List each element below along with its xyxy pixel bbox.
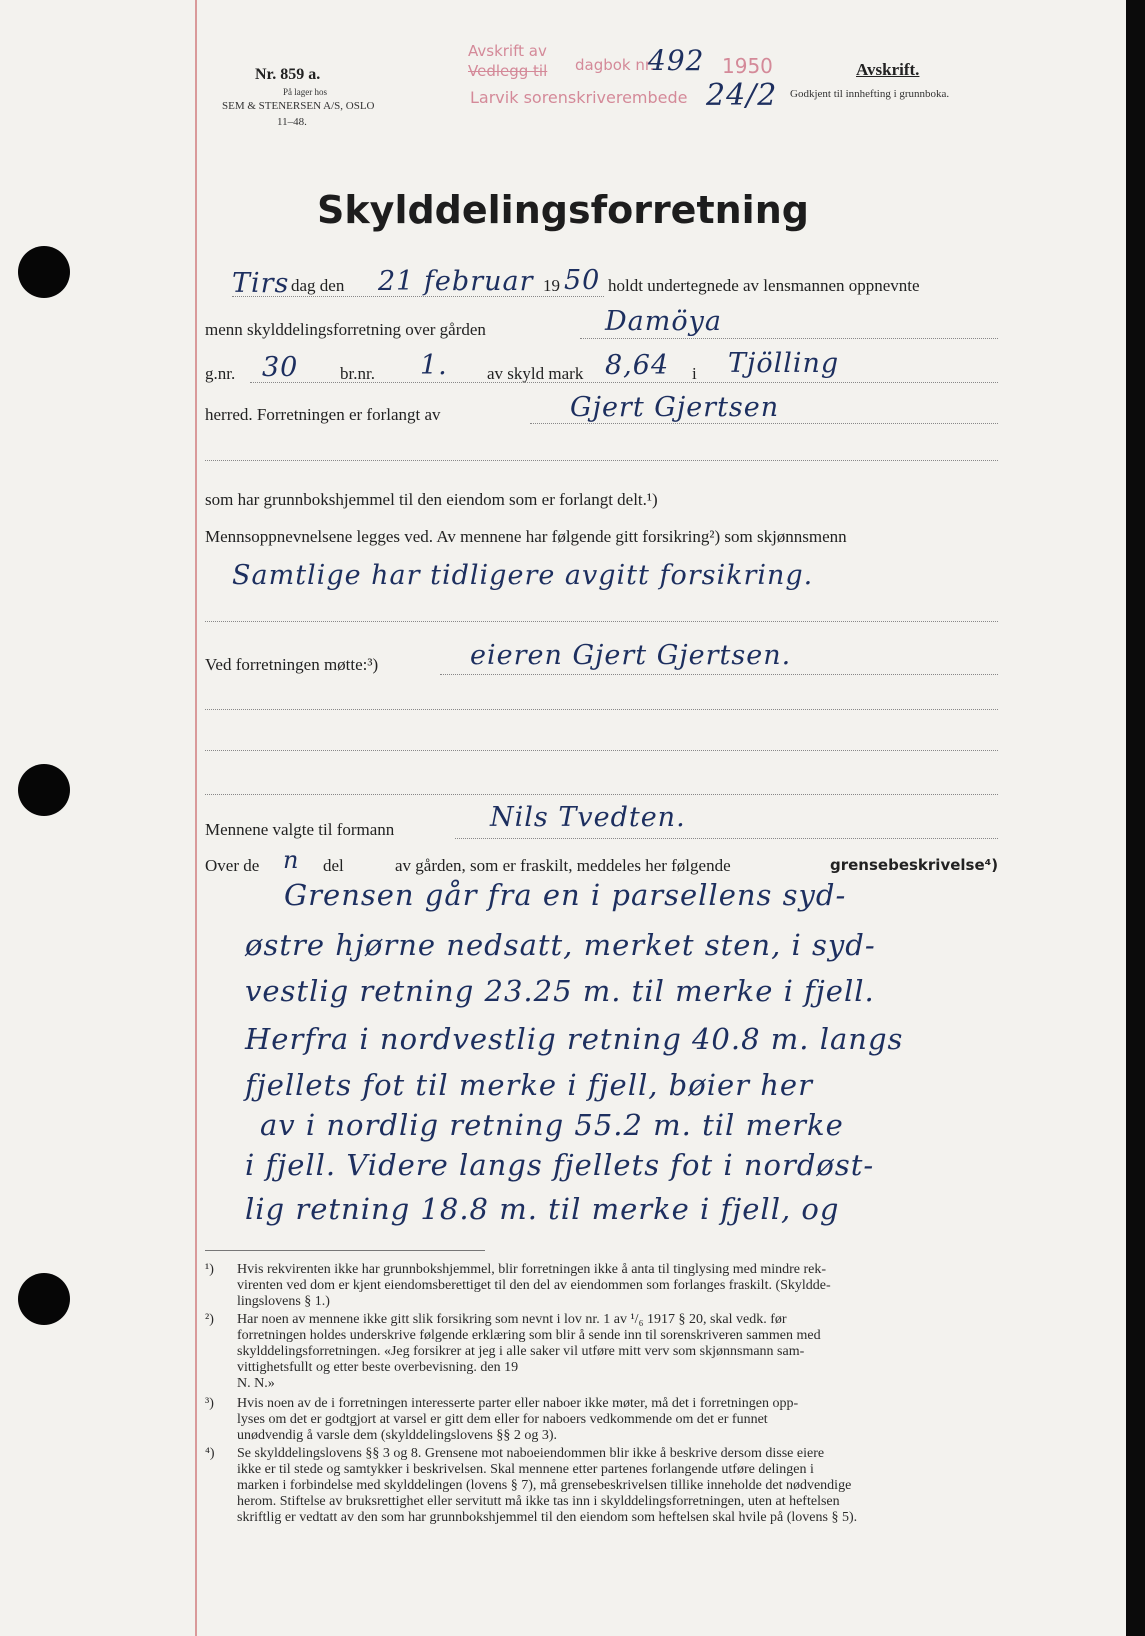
stamp-office: Larvik sorenskriverembede xyxy=(470,88,688,107)
boundary-line: Grensen går fra en i parsellens syd- xyxy=(284,878,847,912)
dotted-line xyxy=(455,838,998,839)
footnote-text: Hvis rekvirenten ikke har grunnbokshjemmel, blir forretningen ikke å anta til tinglysing med mindre rek- virenten ved dom er kjent eiendomsberettiget til den del av eiendommen som forlanges fraskilt. (Skyldde- lingslovens § 1.) xyxy=(237,1262,831,1309)
year-prefix: 19 xyxy=(543,276,560,295)
footnote-text: Har noen av mennene ikke gitt slik forsikring som nevnt i lov nr. 1 av ¹/₆ 1917 § 20, skal vedk. før forretningen holdes underskrive følgende erklæring som blir å sende inn til sorenskriveren sammen med skylddelingsforretningen. «Jeg forsikrer at jeg i alle saker vil utføre mitt verv som skjønnsmann sam- vittighetsfullt og etter beste overbevisning. den 19 N. N.» xyxy=(237,1312,821,1391)
dotted-line xyxy=(205,794,998,795)
boundary-line: av i nordlig retning 55.2 m. til merke xyxy=(260,1108,844,1142)
publisher-line: På lager hos xyxy=(283,87,327,97)
dotted-line xyxy=(530,423,998,424)
skyld-field: 8,64 xyxy=(605,350,670,381)
dotted-line xyxy=(205,460,998,461)
fraskilt-text: av gården, som er fraskilt, meddeles her følgende xyxy=(395,856,731,875)
stamp-vedlegg: Vedlegg til xyxy=(468,62,548,80)
stamp-year: 1950 xyxy=(722,54,773,78)
mennsopp-text: Mennsoppnevnelsene legges ved. Av mennene har følgende gitt forsikring²) som skjønnsmenn xyxy=(205,527,847,546)
footnote-number: ²) xyxy=(205,1312,214,1327)
stamp-number: 492 xyxy=(648,44,705,77)
footnote-text: Hvis noen av de i forretningen interesserte parter eller naboer ikke møter, må det i forretningen opp- lyses om det er godtgjort at varsel er gitt dem eller for naboers vedkommende om det er funnet unødvendig å varsle dem (skylddelingslovens §§ 2 og 3). xyxy=(237,1396,799,1443)
gnr-label: g.nr. xyxy=(205,364,236,383)
del-label: del xyxy=(323,856,344,875)
forsikring-field: Samtlige har tidligere avgitt forsikring. xyxy=(232,560,814,591)
dotted-line xyxy=(232,296,604,297)
holdt-text: holdt undertegnede av lensmannen oppnevnte xyxy=(608,276,920,295)
page-title: Skylddelingsforretning xyxy=(317,188,809,232)
form-number: Nr. 859 a. xyxy=(255,66,321,83)
boundary-line: Herfra i nordvestlig retning 40.8 m. langs xyxy=(245,1022,904,1056)
stamp-date: 24/2 xyxy=(706,78,778,113)
motte-field: eieren Gjert Gjertsen. xyxy=(470,640,792,671)
herred-label: herred. Forretningen er forlangt av xyxy=(205,405,441,424)
day-field: Tirs xyxy=(232,268,290,299)
dotted-line xyxy=(205,750,998,751)
over-field: n xyxy=(283,846,300,874)
dotted-line xyxy=(440,674,998,675)
formann-label: Mennene valgte til formann xyxy=(205,820,395,839)
grunnbok-text: som har grunnbokshjemmel til den eiendom som er forlangt delt.¹) xyxy=(205,490,658,509)
publisher-name: SEM & STENERSEN A/S, OSLO xyxy=(222,100,375,112)
gnr-field: 30 xyxy=(262,352,299,383)
footnote-divider xyxy=(205,1250,485,1251)
margin-line xyxy=(195,0,197,1636)
punch-hole xyxy=(18,1273,70,1325)
dotted-line xyxy=(205,709,998,710)
brnr-label: br.nr. xyxy=(340,364,375,383)
dag-den-label: dag den xyxy=(291,276,345,295)
skyld-label: av skyld mark xyxy=(487,364,584,383)
boundary-line: østre hjørne nedsatt, merket sten, i syd- xyxy=(245,928,876,962)
requester-field: Gjert Gjertsen xyxy=(570,392,780,423)
formann-field: Nils Tvedten. xyxy=(490,802,686,833)
herred-field: Tjölling xyxy=(728,348,840,379)
motte-label: Ved forretningen møtte:³) xyxy=(205,655,379,674)
boundary-line: vestlig retning 23.25 m. til merke i fjell. xyxy=(245,974,875,1008)
over-de-label: Over de xyxy=(205,856,260,875)
farm-field: Damöya xyxy=(605,306,722,337)
punch-hole xyxy=(18,246,70,298)
boundary-line: i fjell. Videre langs fjellets fot i nordøst- xyxy=(245,1148,875,1182)
dotted-line xyxy=(580,338,998,339)
stamp-avskrift: Avskrift av xyxy=(468,42,547,60)
grense-heading: grensebeskrivelse⁴) xyxy=(830,856,999,874)
boundary-line: fjellets fot til merke i fjell, bøier her xyxy=(245,1068,813,1102)
date-field: 21 februar xyxy=(378,266,534,297)
year-field: 50 xyxy=(564,265,601,296)
publisher-date: 11–48. xyxy=(277,116,307,128)
footnote-number: ³) xyxy=(205,1396,214,1411)
i-label: i xyxy=(692,364,697,383)
stamp-dagbok: dagbok nr. xyxy=(575,56,655,74)
boundary-line: lig retning 18.8 m. til merke i fjell, og xyxy=(245,1192,840,1226)
punch-hole xyxy=(18,764,70,816)
avskrift-title: Avskrift. xyxy=(856,60,920,79)
dotted-line xyxy=(250,382,998,383)
menn-text: menn skylddelingsforretning over gården xyxy=(205,320,486,339)
footnote-number: ¹) xyxy=(205,1262,214,1277)
dotted-line xyxy=(205,621,998,622)
avskrift-sub: Godkjent til innhefting i grunnboka. xyxy=(790,88,950,100)
footnote-text: Se skylddelingslovens §§ 3 og 8. Grensene mot naboeiendommen blir ikke å beskrive dersom disse eiere ikke er til stede og samtykker i beskrivelsen. Skal mennene etter partenes forlangende utføre delingen i marken i forbindelse med skylddelingen (lovens § 7), må grensebeskrivelsen tillike inneholde det nødvendige herom. Stiftelse av bruksrettighet eller servitutt må ikke tas inn i skylddelingsforretningen, uten at heftelsen skriftlig er vedtatt av den som har grunnbokshjemmel til den eiendom som heftelsen skal hvile på (lovens § 5). xyxy=(237,1446,858,1525)
footnote-number: ⁴) xyxy=(205,1446,215,1461)
brnr-field: 1. xyxy=(420,350,448,381)
